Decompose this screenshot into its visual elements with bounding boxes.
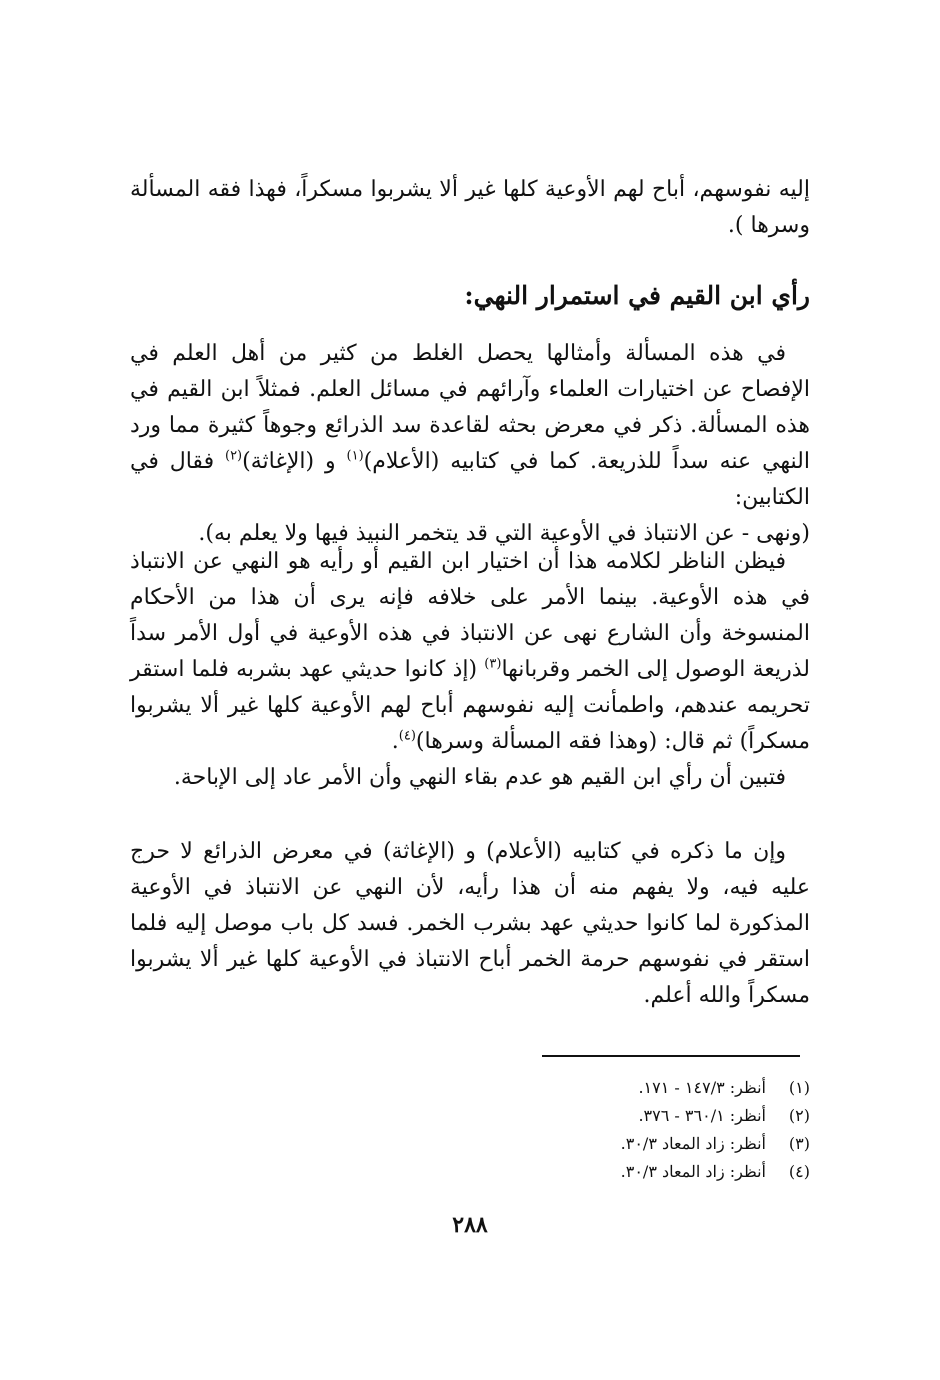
footnotes — [510, 1074, 810, 1186]
footnote-item — [510, 1102, 810, 1130]
paragraph-1 — [130, 336, 810, 552]
footnote-number: (١) — [788, 1078, 810, 1097]
footnote-ref-3: (٣) — [484, 656, 502, 672]
footnote-text: أنظر: ٣٦٠/١ - ٣٧٦. — [638, 1106, 766, 1125]
paragraph-2-line-c: . — [391, 729, 399, 754]
footnote-divider — [542, 1055, 800, 1057]
section-heading: رأي ابن القيم في استمرار النهي: — [464, 281, 810, 310]
paragraph-1-line-b: و (الإغاثة) — [242, 449, 347, 474]
paragraph-1-line-c: فقال في الكتابين: — [130, 449, 810, 510]
paragraph-3 — [130, 834, 810, 1014]
paragraph-3-text: وإن ما ذكره في كتابيه (الأعلام) و (الإغاثة) في معرض الذرائع لا حرج عليه فيه، ولا يفهم منه أن هذا رأيه، لأن النهي عن الانتباذ في الأوعية المذكورة لما كانوا حديثي عهد بشرب الخمر. فسد كل باب موصل إليه فلما استقر في نفوسهم حرمة الخمر أباح الانتباذ في الأوعية كلها غير ألا يشربوا مسكراً والله أعلم. — [130, 839, 810, 1008]
footnote-number: (٢) — [788, 1106, 810, 1125]
paragraph-2-line-b: (إذ كانوا حديثي عهد بشربه فلما استقر تحريمه عندهم، واطمأنت إليه نفوسهم أباح لهم الأوعية كلها غير ألا يشربوا مسكراً) ثم قال: (وهذا فقه المسألة وسرها) — [130, 657, 810, 754]
paragraph-1-text — [130, 336, 810, 516]
footnote-number: (٤) — [788, 1162, 810, 1181]
paragraph-1-line-a: في هذه المسألة وأمثالها يحصل الغلط من كثير من أهل العلم في الإفصاح عن اختيارات العلماء وآرائهم في مسائل العلم. فمثلاً ابن القيم في هذه المسألة. ذكر في معرض بحثه لقاعدة سد الذرائع وجوهاً كثيرة مما ورد النهي عنه سداً للذريعة. كما في كتابيه (الأعلام) — [130, 341, 810, 474]
intro-text: إليه نفوسهم، أباح لهم الأوعية كلها غير ألا يشربوا مسكراً، فهذا فقه المسألة وسرها ). — [130, 177, 810, 238]
footnote-item — [510, 1074, 810, 1102]
footnote-item — [510, 1130, 810, 1158]
footnote-text: أنظر: زاد المعاد ٣٠/٣. — [620, 1134, 766, 1153]
intro-paragraph — [130, 172, 810, 244]
paragraph-2-line-a: فيظن الناظر لكلامه هذا أن اختيار ابن القيم أو رأيه هو النهي عن الانتباذ في هذه الأوعية. بينما الأمر على خلافه فإنه يرى أن هذا من الأحكام المنسوخة وأن الشارع نهى عن الانتباذ في هذه الأوعية في أول الأمر سداً لذريعة الوصول إلى الخمر وقربانها — [130, 549, 810, 682]
footnote-ref-4: (٤) — [398, 728, 416, 744]
footnote-number: (٣) — [788, 1134, 810, 1153]
footnote-text: أنظر: زاد المعاد ٣٠/٣. — [620, 1162, 766, 1181]
page-number: ٢٨٨ — [452, 1212, 488, 1238]
footnote-text: أنظر: ١٤٧/٣ - ١٧١. — [638, 1078, 766, 1097]
paragraph-2-text — [130, 544, 810, 760]
paragraph-2 — [130, 544, 810, 796]
conclusion-text: فتبين أن رأي ابن القيم هو عدم بقاء النهي وأن الأمر عاد إلى الإباحة. — [173, 765, 786, 790]
quote-text: (ونهى - عن الانتباذ في الأوعية التي قد يتخمر النبيذ فيها ولا يعلم به). — [198, 521, 810, 546]
footnote-ref-1: (١) — [346, 448, 364, 464]
footnote-item — [510, 1158, 810, 1186]
footnote-ref-2: (٢) — [224, 448, 243, 464]
